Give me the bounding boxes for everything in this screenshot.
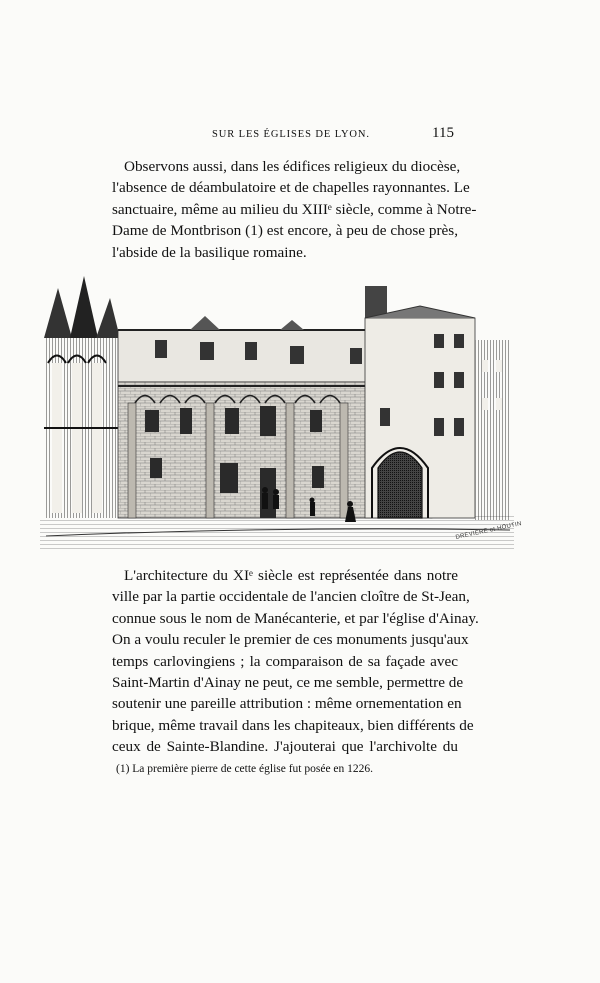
text-line: l'absence de déambulatoire et de chapelles rayonnantes. Le [112,179,470,197]
cathedral-portal [44,276,120,518]
footnote: (1) La première pierre de cette église fut posée en 1226. [116,763,374,775]
text-line: temps carlovingiens ; la comparaison de sa façade avec [112,652,458,670]
text-line: brique, même travail dans les chapiteaux, bien différents de [112,716,474,734]
text-line: connue sous le nom de Manécanterie, et par l'église d'Ainay. [112,609,479,627]
engraver-signature: DREVIÈRE et HOUTIN [455,521,523,541]
text-line: Saint-Martin d'Ainay ne peut, ce me semble, permettre de [112,674,464,692]
text-line: Dame de Montbrison (1) est encore, à peu de chose près, [112,222,458,240]
text-line: On a voulu reculer le premier de ces monuments jusqu'aux [112,631,469,649]
text-line: ceux de Sainte-Blandine. J'ajouterai que l'archivolte du [112,738,458,756]
paragraph-1 [112,156,477,263]
text-line: soutenir une pareille attribution : même ornementation en [112,695,462,713]
manecanterie-engraving [40,268,514,550]
text-line: ville par la partie occidentale de l'ancien cloître de St-Jean, [112,588,470,606]
text-line: sanctuaire, même au milieu du XIIIᵉ siècle, comme à Notre- [112,200,477,218]
text-line: l'abside de la basilique romaine. [112,243,307,261]
running-title: SUR LES ÉGLISES DE LYON. [212,129,370,140]
text-line: L'architecture du XIᵉ siècle est représentée dans notre [124,567,458,584]
page-header [112,127,454,145]
page-number: 115 [432,125,454,141]
text-line: Observons aussi, dans les édifices religieux du diocèse, [124,158,461,175]
paragraph-2 [112,565,479,758]
